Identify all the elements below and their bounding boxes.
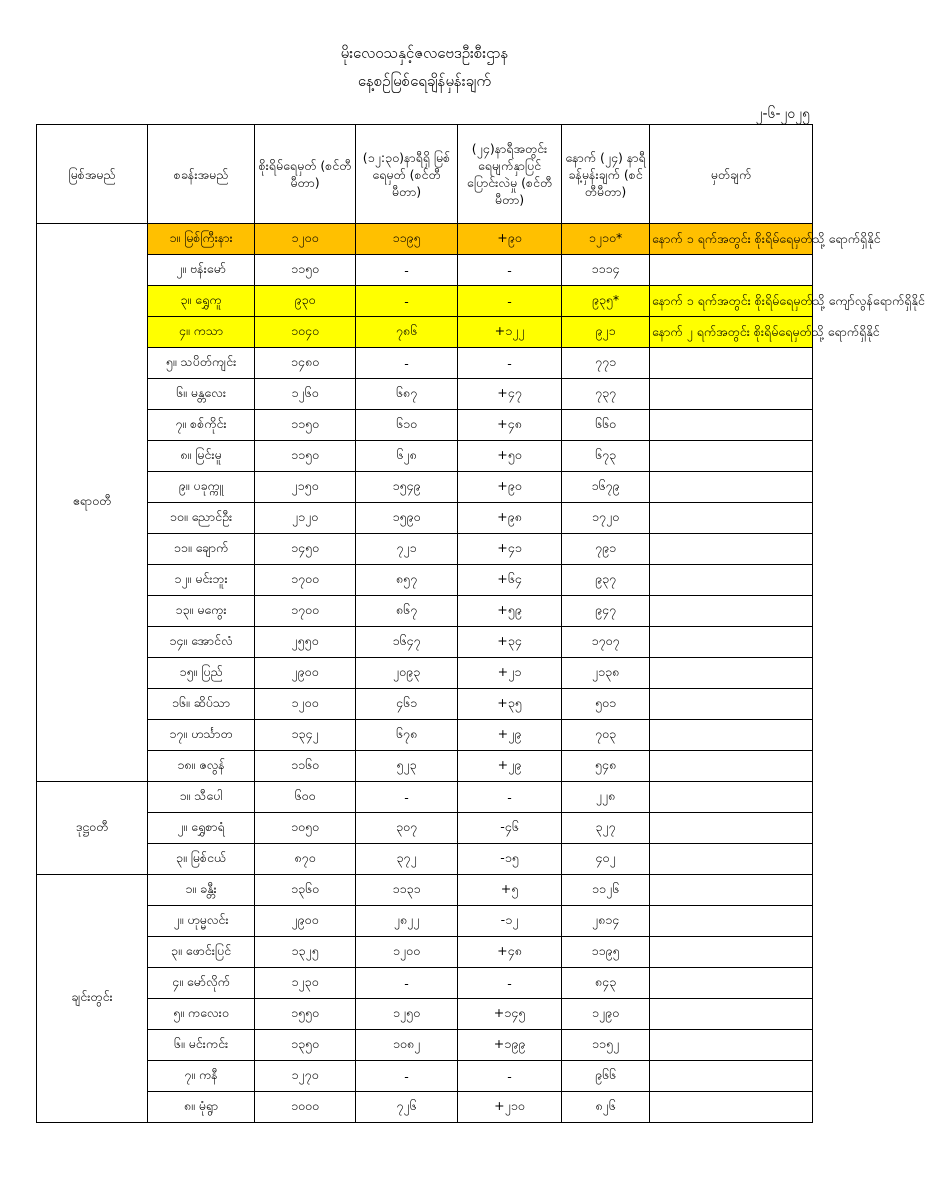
remark-cell: နောက် ၁ ရက်အတွင်း စိုးရိမ်ရေမှတ်သို့ ရောက်ရှိနိုင်: [650, 224, 813, 255]
remark-cell: [650, 658, 813, 689]
table-row: [37, 751, 813, 782]
station-name-cell: ၅။ သပိတ်ကျင်း: [148, 348, 255, 379]
change-cell: +၃၄: [458, 627, 562, 658]
current-level-cell: ၃၇၂: [356, 844, 458, 875]
table-row: [37, 224, 813, 255]
current-level-cell: ၁၅၄၉: [356, 472, 458, 503]
current-level-cell: -: [356, 348, 458, 379]
river-name-cell: ဧရာဝတီ: [37, 224, 148, 782]
page-title: မိုးလေဝသနှင့်ဇလဗေဒဦးစီးဌာန: [340, 44, 509, 62]
danger-level-cell: ၁၂၃၀: [255, 968, 356, 999]
danger-level-cell: ၁၃၆၀: [255, 875, 356, 906]
table-row: [37, 782, 813, 813]
change-cell: +၄၈: [458, 410, 562, 441]
station-name-cell: ၁၆။ ဆိပ်သာ: [148, 689, 255, 720]
change-cell: +၅၀: [458, 441, 562, 472]
forecast-cell: ၂၂၈: [562, 782, 650, 813]
danger-level-cell: ၉၃၀: [255, 286, 356, 317]
change-cell: -: [458, 286, 562, 317]
danger-level-cell: ၆၀၀: [255, 782, 356, 813]
header-current-level: (၁၂:၃၀)နာရီရှိ မြစ်ရေမှတ် (စင်တီမီတာ): [356, 125, 458, 224]
forecast-cell: ၁၂၁၀*: [562, 224, 650, 255]
table-row: [37, 658, 813, 689]
current-level-cell: ၂၀၉၃: [356, 658, 458, 689]
danger-level-cell: ၁၇၀၀: [255, 596, 356, 627]
table-row: [37, 596, 813, 627]
station-name-cell: ၁၈။ ဇလွန်: [148, 751, 255, 782]
station-name-cell: ၂။ ရွှေစာရံ: [148, 813, 255, 844]
forecast-cell: ၁၇၂၀: [562, 503, 650, 534]
table-row: [37, 999, 813, 1030]
remark-cell: [650, 937, 813, 968]
change-cell: +၉၀: [458, 472, 562, 503]
change-cell: +၆၄: [458, 565, 562, 596]
remark-cell: [650, 844, 813, 875]
table-row: [37, 875, 813, 906]
remark-cell: [650, 689, 813, 720]
station-name-cell: ၁၀။ ညောင်ဦး: [148, 503, 255, 534]
header-station: စခန်းအမည်: [148, 125, 255, 224]
danger-level-cell: ၁၀၀၀: [255, 1092, 356, 1123]
danger-level-cell: ၂၁၂၀: [255, 503, 356, 534]
danger-level-cell: ၁၃၄၂: [255, 720, 356, 751]
forecast-cell: ၆၆၀: [562, 410, 650, 441]
danger-level-cell: ၈၇၀: [255, 844, 356, 875]
table-row: [37, 410, 813, 441]
change-cell: +၂၉: [458, 751, 562, 782]
table-row: [37, 348, 813, 379]
table-row: [37, 472, 813, 503]
forecast-cell: ၉၃၇: [562, 565, 650, 596]
forecast-cell: ၁၂၉၀: [562, 999, 650, 1030]
current-level-cell: ၁၀၈၂: [356, 1030, 458, 1061]
change-cell: +၄၇: [458, 379, 562, 410]
station-name-cell: ၄။ ကသာ: [148, 317, 255, 348]
station-name-cell: ၂။ ဟုမ္မလင်း: [148, 906, 255, 937]
remark-cell: [650, 906, 813, 937]
remark-cell: [650, 565, 813, 596]
change-cell: +၉၈: [458, 503, 562, 534]
station-name-cell: ၂။ ဗန်းမော်: [148, 255, 255, 286]
table-row: [37, 255, 813, 286]
table-row: [37, 1092, 813, 1123]
current-level-cell: ၁၁၃၁: [356, 875, 458, 906]
change-cell: -၁၂: [458, 906, 562, 937]
current-level-cell: ၄၆၁: [356, 689, 458, 720]
forecast-cell: ၇၇၁: [562, 348, 650, 379]
remark-cell: [650, 441, 813, 472]
change-cell: +၂၉: [458, 720, 562, 751]
current-level-cell: ၁၆၄၇: [356, 627, 458, 658]
change-cell: +၅: [458, 875, 562, 906]
remark-cell: [650, 1092, 813, 1123]
danger-level-cell: ၁၀၅၀: [255, 813, 356, 844]
remark-cell: [650, 720, 813, 751]
danger-level-cell: ၁၁၅၀: [255, 410, 356, 441]
remark-cell: [650, 1061, 813, 1092]
current-level-cell: -: [356, 286, 458, 317]
current-level-cell: ၆၂၈: [356, 441, 458, 472]
forecast-cell: ၁၇၀၇: [562, 627, 650, 658]
remark-cell: [650, 782, 813, 813]
current-level-cell: ၂၈၂၂: [356, 906, 458, 937]
change-cell: -: [458, 348, 562, 379]
change-cell: -: [458, 1061, 562, 1092]
forecast-cell: ၈၂၆: [562, 1092, 650, 1123]
header-river: မြစ်အမည်: [37, 125, 148, 224]
forecast-cell: ၉၃၅*: [562, 286, 650, 317]
remark-cell: [650, 255, 813, 286]
forecast-cell: ၅၄၈: [562, 751, 650, 782]
remark-cell: [650, 968, 813, 999]
danger-level-cell: ၁၂၀၀: [255, 224, 356, 255]
danger-level-cell: ၁၁၆၀: [255, 751, 356, 782]
table-row: [37, 534, 813, 565]
current-level-cell: ၃၀၇: [356, 813, 458, 844]
remark-cell: [650, 875, 813, 906]
danger-level-cell: ၂၉၀၀: [255, 906, 356, 937]
table-row: [37, 286, 813, 317]
current-level-cell: ၆၁၀: [356, 410, 458, 441]
change-cell: +၅၉: [458, 596, 562, 627]
station-name-cell: ၁၂။ မင်းဘူး: [148, 565, 255, 596]
danger-level-cell: ၁၇၀၀: [255, 565, 356, 596]
forecast-cell: ၉၆၆: [562, 1061, 650, 1092]
current-level-cell: ၈၆၇: [356, 596, 458, 627]
forecast-cell: ၁၁၅၂: [562, 1030, 650, 1061]
current-level-cell: ၅၂၃: [356, 751, 458, 782]
change-cell: +၄၁: [458, 534, 562, 565]
remark-cell: [650, 596, 813, 627]
station-name-cell: ၁၅။ ပြည်: [148, 658, 255, 689]
danger-level-cell: ၁၁၅၀: [255, 255, 356, 286]
change-cell: -၁၅: [458, 844, 562, 875]
change-cell: +၂၁: [458, 658, 562, 689]
forecast-cell: ၁၁၁၄: [562, 255, 650, 286]
danger-level-cell: ၂၉၀၀: [255, 658, 356, 689]
station-name-cell: ၁။ မြစ်ကြီးနား: [148, 224, 255, 255]
table-row: [37, 720, 813, 751]
current-level-cell: ၁၂၅၀: [356, 999, 458, 1030]
current-level-cell: -: [356, 968, 458, 999]
station-name-cell: ၆။ မန္တလေး: [148, 379, 255, 410]
station-name-cell: ၆။ မင်းကင်း: [148, 1030, 255, 1061]
current-level-cell: ၁၅၉၀: [356, 503, 458, 534]
remark-cell: [650, 627, 813, 658]
change-cell: +၁၉၉: [458, 1030, 562, 1061]
station-name-cell: ၈။ မြင်းမူ: [148, 441, 255, 472]
change-cell: +၄၈: [458, 937, 562, 968]
change-cell: -: [458, 968, 562, 999]
table-row: [37, 627, 813, 658]
station-name-cell: ၄။ မော်လိုက်: [148, 968, 255, 999]
remark-cell: [650, 1030, 813, 1061]
current-level-cell: ၁၁၉၅: [356, 224, 458, 255]
danger-level-cell: ၁၃၂၅: [255, 937, 356, 968]
remark-cell: [650, 999, 813, 1030]
current-level-cell: ၇၂၁: [356, 534, 458, 565]
station-name-cell: ၃။ မြစ်ငယ်: [148, 844, 255, 875]
current-level-cell: -: [356, 255, 458, 286]
station-name-cell: ၈။ မုံရွာ: [148, 1092, 255, 1123]
table-row: [37, 844, 813, 875]
change-cell: +၁၄၅: [458, 999, 562, 1030]
remark-cell: [650, 751, 813, 782]
current-level-cell: ၇၈၆: [356, 317, 458, 348]
forecast-cell: ၁၁၂၆: [562, 875, 650, 906]
forecast-cell: ၂၁၃၈: [562, 658, 650, 689]
table-row: [37, 689, 813, 720]
danger-level-cell: ၁၂၆၀: [255, 379, 356, 410]
change-cell: +၁၂၂: [458, 317, 562, 348]
station-name-cell: ၁၄။ အောင်လံ: [148, 627, 255, 658]
header-danger-level: စိုးရိမ်ရေမှတ် (စင်တီမီတာ): [255, 125, 356, 224]
change-cell: -: [458, 782, 562, 813]
station-name-cell: ၁၇။ ဟင်္သာတ: [148, 720, 255, 751]
current-level-cell: ၈၅၇: [356, 565, 458, 596]
current-level-cell: ၇၂၆: [356, 1092, 458, 1123]
station-name-cell: ၁၁။ ချောက်: [148, 534, 255, 565]
remark-cell: နောက် ၁ ရက်အတွင်း စိုးရိမ်ရေမှတ်သို့ ကျော်လွန်ရောက်ရှိနိုင်: [650, 286, 813, 317]
table-row: [37, 565, 813, 596]
remark-cell: [650, 348, 813, 379]
station-name-cell: ၇။ ကနီ: [148, 1061, 255, 1092]
header-row: [37, 125, 813, 224]
remark-cell: [650, 503, 813, 534]
table-body: [37, 224, 925, 1123]
forecast-cell: ၉၄၇: [562, 596, 650, 627]
river-name-cell: ဒုဋ္ဌဝတီ: [37, 782, 148, 875]
danger-level-cell: ၁၄၈၀: [255, 348, 356, 379]
remark-cell: [650, 410, 813, 441]
forecast-cell: ၄၀၂: [562, 844, 650, 875]
current-level-cell: -: [356, 1061, 458, 1092]
forecast-cell: ၉၂၁: [562, 317, 650, 348]
danger-level-cell: ၁၃၅၀: [255, 1030, 356, 1061]
header-change: (၂၄)နာရီအတွင်း ရေမျက်နှာပြင် ပြောင်းလဲမှု (စင်တီမီတာ): [458, 125, 562, 224]
station-name-cell: ၃။ ဖောင်းပြင်: [148, 937, 255, 968]
table-row: [37, 813, 813, 844]
change-cell: +၃၅: [458, 689, 562, 720]
table-row: [37, 317, 813, 348]
current-level-cell: -: [356, 782, 458, 813]
forecast-cell: ၁၆၇၉: [562, 472, 650, 503]
forecast-cell: ၃၂၇: [562, 813, 650, 844]
change-cell: -: [458, 255, 562, 286]
station-name-cell: ၃။ ရွှေကူ: [148, 286, 255, 317]
station-name-cell: ၇။ စစ်ကိုင်း: [148, 410, 255, 441]
danger-level-cell: ၁၁၅၀: [255, 441, 356, 472]
current-level-cell: ၁၂၀၀: [356, 937, 458, 968]
table-row: [37, 968, 813, 999]
table-row: [37, 379, 813, 410]
current-level-cell: ၆၈၇: [356, 379, 458, 410]
station-name-cell: ၅။ ကလေးဝ: [148, 999, 255, 1030]
table-row: [37, 441, 813, 472]
forecast-cell: ၇၃၇: [562, 379, 650, 410]
remark-cell: နောက် ၂ ရက်အတွင်း စိုးရိမ်ရေမှတ်သို့ ရောက်ရှိနိုင်: [650, 317, 813, 348]
forecast-cell: ၆၇၃: [562, 441, 650, 472]
table-row: [37, 1061, 813, 1092]
current-level-cell: ၆၇၈: [356, 720, 458, 751]
forecast-cell: ၂၈၁၄: [562, 906, 650, 937]
remark-cell: [650, 534, 813, 565]
river-name-cell: ချင်းတွင်း: [37, 875, 148, 1123]
report-date: ၂-၆-၂၀၂၅: [755, 106, 810, 122]
danger-level-cell: ၂၅၅၀: [255, 627, 356, 658]
change-cell: +၂၁၀: [458, 1092, 562, 1123]
forecast-cell: ၇၉၁: [562, 534, 650, 565]
forecast-cell: ၇၀၃: [562, 720, 650, 751]
table-row: [37, 906, 813, 937]
table-row: [37, 503, 813, 534]
table-row: [37, 1030, 813, 1061]
station-name-cell: ၁၃။ မကွေး: [148, 596, 255, 627]
change-cell: -၄၆: [458, 813, 562, 844]
forecast-cell: ၅၀၁: [562, 689, 650, 720]
danger-level-cell: ၁၀၄၀: [255, 317, 356, 348]
danger-level-cell: ၁၂၇၀: [255, 1061, 356, 1092]
header-forecast: နောက် (၂၄) နာရီ ခန့်မှန်းချက် (စင်တီမီတာ): [562, 125, 650, 224]
page-subtitle: နေ့စဉ်မြစ်ရေချိန်မှန်းချက်: [357, 72, 492, 90]
station-name-cell: ၁။ သီပေါ: [148, 782, 255, 813]
water-level-table: [36, 124, 925, 1123]
remark-cell: [650, 379, 813, 410]
table-row: [37, 937, 813, 968]
remark-cell: [650, 472, 813, 503]
station-name-cell: ၉။ ပခုက္ကူ: [148, 472, 255, 503]
header-remark: မှတ်ချက်: [650, 125, 813, 224]
station-name-cell: ၁။ ခန္တီး: [148, 875, 255, 906]
danger-level-cell: ၁၂၀၀: [255, 689, 356, 720]
remark-cell: [650, 813, 813, 844]
forecast-cell: ၈၄၃: [562, 968, 650, 999]
danger-level-cell: ၁၄၅၀: [255, 534, 356, 565]
change-cell: +၉၀: [458, 224, 562, 255]
danger-level-cell: ၁၅၅၀: [255, 999, 356, 1030]
forecast-cell: ၁၁၉၅: [562, 937, 650, 968]
danger-level-cell: ၂၁၅၀: [255, 472, 356, 503]
